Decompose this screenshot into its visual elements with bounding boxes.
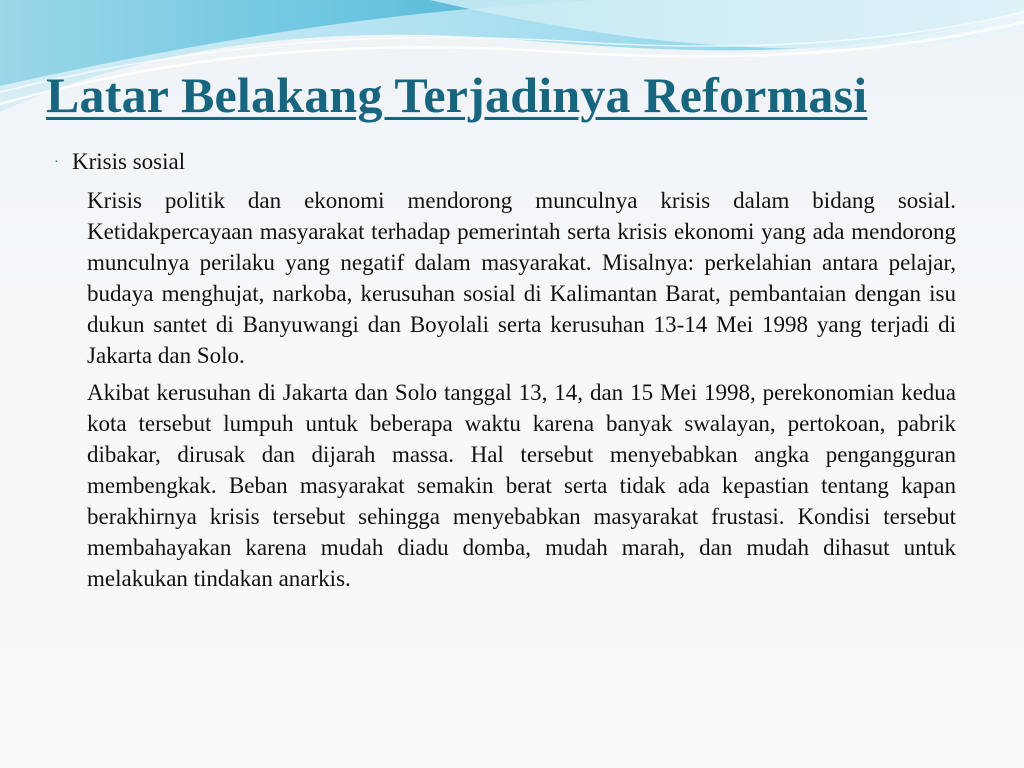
bullet-item: [54, 146, 956, 181]
paragraph-1: Krisis politik dan ekonomi mendorong munculnya krisis dalam bidang sosial. Ketidakpercayaan masyarakat terhadap pemerintah serta krisis ekonomi yang ada mendorong munculnya perilaku yang negatif dalam masyarakat. Misalnya: perkelahian antara pelajar, budaya menghujat, narkoba, kerusuhan sosial di Kalimantan Barat, pembantaian dengan isu dukun santet di Banyuwangi dan Boyolali serta kerusuhan 13-14 Mei 1998 yang terjadi di Jakarta dan Solo.: [87, 188, 956, 368]
slide-title: Latar Belakang Terjadinya Reformasi: [46, 67, 868, 123]
paragraph-2: Akibat kerusuhan di Jakarta dan Solo tanggal 13, 14, dan 15 Mei 1998, perekonomian kedua kota tersebut lumpuh untuk beberapa waktu karena banyak swalayan, pertokoan, pabrik dibakar, dirusak dan dijarah massa. Hal tersebut menyebabkan angka pengangguran membengkak. Beban masyarakat semakin berat serta tidak ada kepastian tentang kapan berakhirnya krisis tersebut sehingga menyebabkan masyarakat frustasi. Kondisi tersebut membahayakan karena mudah diadu domba, mudah marah, dan mudah dihasut untuk melakukan tindakan anarkis.: [87, 380, 956, 591]
slide-body: [54, 146, 956, 600]
bullet-dot-icon: ·: [54, 155, 59, 170]
bullet-heading: Krisis sosial: [72, 149, 186, 174]
